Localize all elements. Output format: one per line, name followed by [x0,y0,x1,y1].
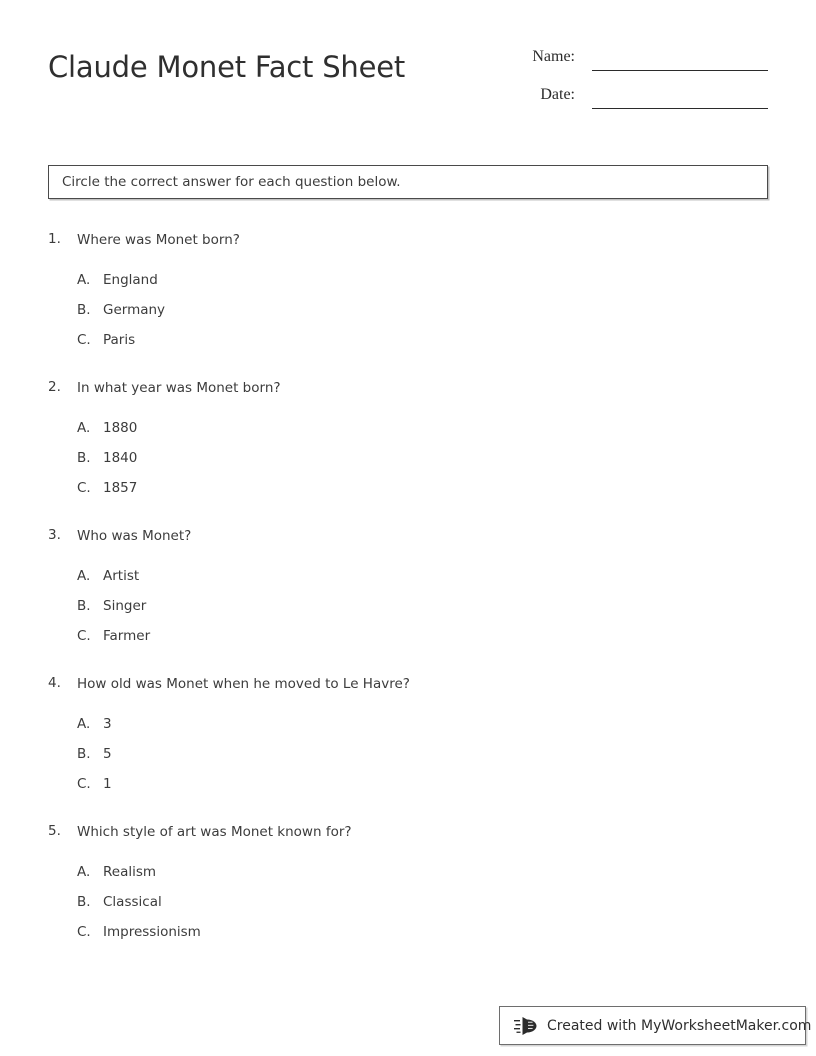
option-row[interactable] [77,418,768,448]
option-letter: A. [77,864,91,880]
option-row[interactable] [77,922,768,952]
option-row[interactable] [77,626,768,656]
option-row[interactable] [77,566,768,596]
date-field-label: Date: [540,86,575,103]
option-letter: A. [77,716,91,732]
question-number: 1. [48,231,61,247]
option-text: 1857 [103,480,138,496]
question-number: 3. [48,527,61,543]
option-row[interactable] [77,270,768,300]
name-field-row [516,44,768,82]
option-letter: C. [77,924,91,940]
question-number: 5. [48,823,61,839]
option-row[interactable] [77,478,768,508]
option-row[interactable] [77,714,768,744]
created-with-text: Created with MyWorksheetMaker.com [547,1017,812,1034]
instruction-text: Circle the correct answer for each question below. [62,174,401,190]
option-text: 5 [103,746,112,762]
option-row[interactable] [77,862,768,892]
option-text: Germany [103,302,166,318]
option-list [48,270,768,360]
option-list [48,862,768,952]
option-row[interactable] [77,892,768,922]
option-list [48,566,768,656]
option-text: 1840 [103,450,138,466]
option-row[interactable] [77,774,768,804]
page-title: Claude Monet Fact Sheet [48,50,406,84]
option-letter: B. [77,598,91,614]
option-letter: C. [77,628,91,644]
option-list [48,418,768,508]
option-letter: C. [77,332,91,348]
option-text: Classical [103,894,162,910]
question-block [48,823,768,952]
option-row[interactable] [77,744,768,774]
question-number: 2. [48,379,61,395]
option-text: Singer [103,598,147,614]
question-number: 4. [48,675,61,691]
question-line [48,675,768,695]
option-text: 3 [103,716,112,732]
question-list [48,231,768,971]
option-text: Realism [103,864,157,880]
question-block [48,231,768,360]
option-text: 1 [103,776,112,792]
option-letter: A. [77,420,91,436]
question-text: Who was Monet? [77,528,192,544]
option-text: Farmer [103,628,151,644]
question-text: Where was Monet born? [77,232,240,248]
question-block [48,527,768,656]
option-letter: C. [77,480,91,496]
question-line [48,379,768,399]
option-text: Paris [103,332,136,348]
option-row[interactable] [77,330,768,360]
worksheet-header [48,44,768,124]
question-line [48,823,768,843]
date-field-line[interactable] [592,108,768,109]
option-letter: C. [77,776,91,792]
name-date-fields [516,44,768,120]
option-row[interactable] [77,448,768,478]
option-letter: A. [77,272,91,288]
question-block [48,379,768,508]
option-text: England [103,272,158,288]
option-text: Impressionism [103,924,201,940]
question-line [48,527,768,547]
option-letter: B. [77,894,91,910]
name-field-line[interactable] [592,70,768,71]
name-field-label: Name: [532,48,575,65]
question-text: Which style of art was Monet known for? [77,824,352,840]
option-letter: B. [77,746,91,762]
question-text: In what year was Monet born? [77,380,281,396]
question-text: How old was Monet when he moved to Le Havre? [77,676,410,692]
option-letter: A. [77,568,91,584]
option-text: 1880 [103,420,138,436]
option-list [48,714,768,804]
option-text: Artist [103,568,140,584]
option-row[interactable] [77,596,768,626]
date-field-row [516,82,768,120]
created-with-badge[interactable] [499,1006,812,1045]
question-line [48,231,768,251]
question-block [48,675,768,804]
option-letter: B. [77,302,91,318]
worksheet-maker-logo-icon [514,1015,540,1037]
option-letter: B. [77,450,91,466]
instruction-box [48,165,768,199]
option-row[interactable] [77,300,768,330]
